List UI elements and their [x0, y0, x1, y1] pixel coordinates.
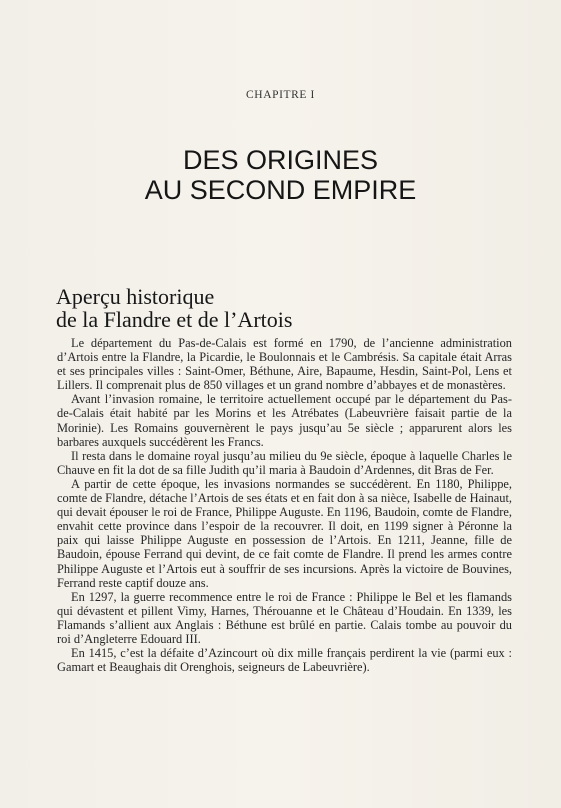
section-heading-line-2: de la Flandre et de l’Artois [56, 307, 293, 332]
chapter-title-line-1: DES ORIGINES [182, 145, 379, 175]
paragraph-4: A partir de cette époque, les invasions normandes se succédèrent. En 1180, Philippe, comte de Flandre, détache l’Artois de ses états et en fait don à sa nièce, Isabelle de Hainaut, qui devait épouser le roi de France, Philippe Auguste. En 1196, Baudoin, comte de Flandre, envahit cette province dans l’espoir de la recouvrer. Il doit, en 1199 signer à Péronne la paix qui laisse Philippe Auguste en possession de l’Artois. En 1211, Jeanne, fille de Baudoin, épouse Ferrand qui devint, de ce fait comte de Flandre. Il prend les armes contre Philippe Auguste et l’Artois eut à souffrir de ses incursions. Après la victoire de Bouvines, Ferrand reste captif douze ans. [57, 476, 512, 590]
paragraph-6: En 1415, c’est la défaite d’Azincourt où dix mille français perdirent la vie (parmi eux : Gamart et Beaughais dit Orenghois, seigneurs de Labeuvrière). [57, 646, 512, 675]
paragraph-5: En 1297, la guerre recommence entre le roi de France : Philippe le Bel et les flamands qui dévastent et pillent Vimy, Harnes, Thérouanne et le Château d’Houdain. En 1339, les Flamands s’allient aux Anglais : Béthune est brûlé en partie. Calais tombe au pouvoir du roi d’Angleterre Edouard III. [57, 589, 512, 646]
paragraph-2: Avant l’invasion romaine, le territoire actuellement occupé par le département du Pas-de-Calais était habité par les Morins et les Atrébates (Labeuvrière faisait partie de la Morinie). Les Romains gouvernèrent le pays jusqu’au 5e siècle ; apparurent alors les barbares auxquels succédèrent les Francs. [57, 392, 512, 449]
chapter-title [0, 145, 561, 205]
paragraph-3: Il resta dans le domaine royal jusqu’au milieu du 9e siècle, époque à laquelle Charles le Chauve en fit la dot de sa fille Judith qu’il maria à Baudoin d’Ardennes, dit Bras de Fer. [57, 448, 512, 477]
section-heading [56, 285, 516, 331]
body-text [57, 336, 512, 674]
section-heading-line-1: Aperçu historique [56, 284, 215, 309]
chapter-title-line-2: AU SECOND EMPIRE [144, 175, 417, 205]
paragraph-1: Le département du Pas-de-Calais est formé en 1790, de l’ancienne administration d’Artois entre la Flandre, la Picardie, le Boulonnais et le Cambrésis. Sa capitale était Arras et ses principales villes : Saint-Omer, Béthune, Aire, Bapaume, Hesdin, Saint-Pol, Lens et Lillers. Il comprenait plus de 850 villages et un grand nombre d’abbayes et de monastères. [57, 336, 512, 393]
chapter-label: CHAPITRE I [246, 89, 315, 101]
